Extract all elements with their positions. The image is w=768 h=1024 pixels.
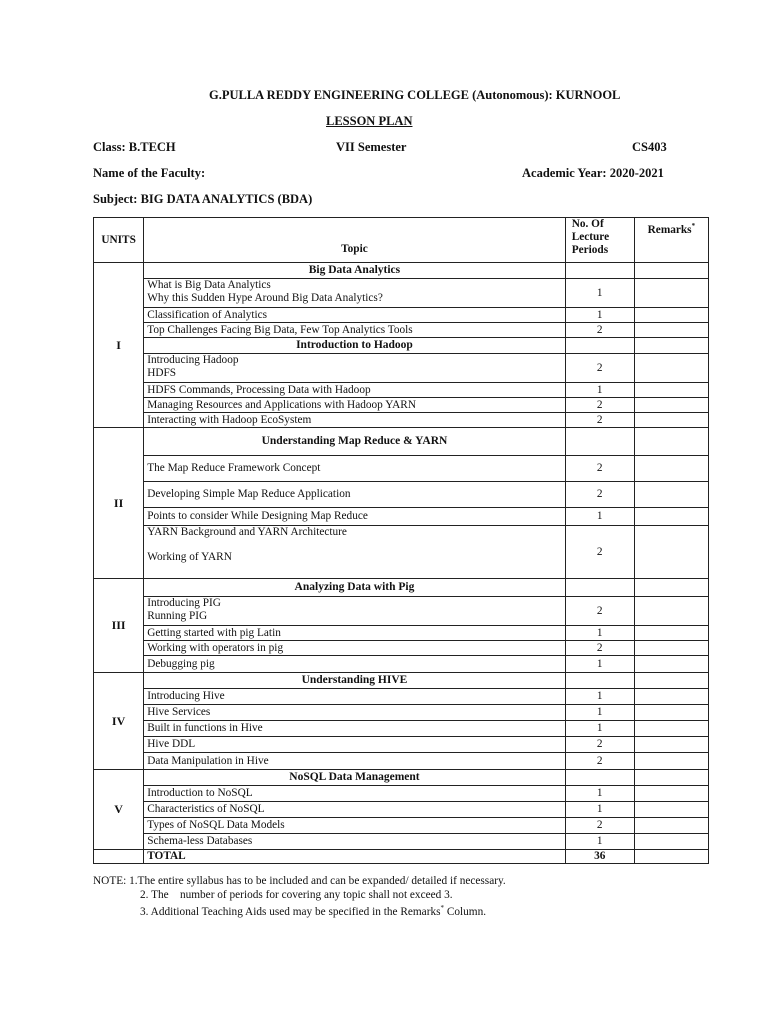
faculty-label: Name of the Faculty: [93,166,206,180]
remarks-cell [634,818,708,834]
section-row [94,263,709,279]
document-title: LESSON PLAN [326,114,413,128]
periods-cell: 1 [565,689,634,705]
topic-cell [144,482,566,508]
periods-cell: 1 [565,626,634,641]
remarks-cell [634,834,708,850]
topic-row [94,398,709,413]
periods-cell: 1 [565,279,634,308]
remarks-cell [634,263,708,279]
topic-cell [144,802,566,818]
topic-cell [144,383,566,398]
periods-cell: 2 [565,398,634,413]
unit-number: V [94,770,144,850]
topic-line: Introduction to NoSQL [147,787,253,799]
periods-cell: 1 [565,383,634,398]
topic-cell [144,354,566,383]
topic-cell [144,323,566,338]
remarks-cell [634,786,708,802]
note-3-text: 3. Additional Teaching Aids used may be specified in the Remarks [140,905,441,918]
remarks-cell [634,656,708,673]
periods-cell: 2 [565,818,634,834]
topic-cell [144,818,566,834]
topic-line: Managing Resources and Applications with Hadoop YARN [147,398,416,411]
periods-cell: 1 [565,802,634,818]
topic-cell [144,526,566,579]
header-remarks [634,218,708,263]
header-periods-line1: No. Of [571,218,604,230]
topic-cell [144,721,566,737]
topic-cell [144,753,566,770]
periods-cell: 2 [565,641,634,656]
unit-number: I [94,263,144,428]
remarks-cell [634,705,708,721]
topic-line: Introducing PIG [147,597,221,609]
total-value: 36 [565,850,634,864]
subject-label: Subject: BIG DATA ANALYTICS (BDA) [93,192,313,206]
topic-line: The Map Reduce Framework Concept [147,462,321,474]
total-unit-cell [94,850,144,864]
topic-cell [144,308,566,323]
section-row [94,338,709,354]
periods-cell: 1 [565,721,634,737]
note-1: NOTE: 1.The entire syllabus has to be included and can be expanded/ detailed if necessary. [93,875,506,887]
topic-row [94,689,709,705]
topic-line: Points to consider While Designing Map Reduce [147,510,368,522]
remarks-cell [634,354,708,383]
remarks-cell [634,689,708,705]
section-row [94,673,709,689]
topic-cell [144,737,566,753]
topic-row [94,626,709,641]
periods-cell: 1 [565,705,634,721]
periods-cell: 1 [565,308,634,323]
topic-row [94,597,709,626]
topic-row [94,308,709,323]
topic-row [94,482,709,508]
periods-cell: 2 [565,482,634,508]
remarks-cell [634,641,708,656]
topic-line: Built in functions in Hive [147,722,263,734]
remarks-cell [634,721,708,737]
note-3-tail: Column. [444,905,487,918]
topic-row [94,413,709,428]
periods-cell: 2 [565,737,634,753]
section-heading: Introduction to Hadoop [144,338,566,354]
remarks-cell [634,398,708,413]
topic-line: Working of YARN [147,551,232,563]
lesson-plan-body [94,263,709,850]
remarks-cell [634,323,708,338]
periods-cell: 2 [565,753,634,770]
topic-row [94,641,709,656]
academic-year: Academic Year: 2020-2021 [522,166,664,180]
topic-line: What is Big Data Analytics [147,279,271,291]
remarks-cell [634,770,708,786]
class-label: Class: B.TECH [93,140,176,154]
topic-cell [144,786,566,802]
header-periods-line3: Periods [571,244,609,256]
periods-cell [565,673,634,689]
topic-line: Hive DDL [147,738,196,750]
header-remarks-label: Remarks [647,223,692,236]
remarks-cell [634,737,708,753]
topic-line: Hive Services [147,706,211,718]
topic-line: YARN Background and YARN Architecture [147,526,347,538]
course-code: CS403 [632,140,667,154]
topic-cell [144,279,566,308]
remarks-cell [634,308,708,323]
periods-cell [565,579,634,597]
section-heading: NoSQL Data Management [144,770,566,786]
topic-line: Running PIG [147,610,208,622]
topic-cell [144,508,566,526]
topic-row [94,323,709,338]
topic-row [94,737,709,753]
college-name: G.PULLA REDDY ENGINEERING COLLEGE (Autonomous): KURNOOL [209,88,621,102]
periods-cell: 2 [565,323,634,338]
header-periods [565,218,634,263]
note-2: 2. The number of periods for covering any topic shall not exceed 3. [140,889,453,901]
topic-row [94,818,709,834]
topic-row [94,456,709,482]
topic-cell [144,413,566,428]
topic-line: Debugging pig [147,657,215,670]
remarks-cell [634,753,708,770]
note-3-mark: * [440,904,445,912]
remarks-cell [634,802,708,818]
lesson-plan-table [93,217,709,864]
periods-cell [565,263,634,279]
topic-line: Schema-less Databases [147,835,253,847]
topic-row [94,786,709,802]
periods-cell: 1 [565,508,634,526]
periods-cell: 1 [565,656,634,673]
remarks-cell [634,597,708,626]
remarks-cell [634,482,708,508]
section-row [94,770,709,786]
topic-line: Introducing Hadoop [147,354,239,366]
topic-row [94,705,709,721]
periods-cell [565,770,634,786]
total-label: TOTAL [144,850,566,864]
remarks-cell [634,383,708,398]
topic-line: Top Challenges Facing Big Data, Few Top Analytics Tools [147,323,413,336]
semester-label: VII Semester [336,140,407,154]
topic-row [94,721,709,737]
topic-line: Developing Simple Map Reduce Application [147,488,351,500]
topic-line: HDFS [147,367,177,379]
remarks-cell [634,673,708,689]
remarks-cell [634,413,708,428]
topic-line [147,539,562,551]
section-heading: Understanding HIVE [144,673,566,689]
topic-cell [144,456,566,482]
topic-row [94,354,709,383]
remarks-cell [634,526,708,579]
periods-cell [565,428,634,456]
unit-number: II [94,428,144,579]
header-remarks-mark: * [691,222,696,230]
remarks-cell [634,338,708,354]
topic-line: Interacting with Hadoop EcoSystem [147,413,312,426]
total-remarks-cell [634,850,708,864]
remarks-cell [634,279,708,308]
topic-row [94,383,709,398]
topic-line: Why this Sudden Hype Around Big Data Analytics? [147,292,383,304]
section-heading: Big Data Analytics [144,263,566,279]
topic-row [94,279,709,308]
topic-line: Introducing Hive [147,690,225,702]
section-heading: Analyzing Data with Pig [144,579,566,597]
topic-cell [144,689,566,705]
periods-cell: 1 [565,786,634,802]
topic-line: Getting started with pig Latin [147,626,281,639]
topic-cell [144,656,566,673]
periods-cell: 2 [565,413,634,428]
topic-line: Types of NoSQL Data Models [147,819,285,831]
topic-row [94,753,709,770]
periods-cell: 2 [565,354,634,383]
topic-cell [144,641,566,656]
periods-cell [565,338,634,354]
topic-cell [144,626,566,641]
periods-cell: 1 [565,834,634,850]
remarks-cell [634,626,708,641]
topic-row [94,508,709,526]
note-3 [140,904,486,918]
topic-row [94,834,709,850]
topic-line: Classification of Analytics [147,308,268,321]
topic-line: Characteristics of NoSQL [147,803,265,815]
periods-cell: 2 [565,597,634,626]
topic-cell [144,597,566,626]
topic-row [94,802,709,818]
unit-number: III [94,579,144,673]
topic-line: Data Manipulation in Hive [147,754,269,767]
remarks-cell [634,508,708,526]
topic-line: HDFS Commands, Processing Data with Hadoop [147,383,371,396]
section-heading: Understanding Map Reduce & YARN [144,428,566,456]
topic-row [94,656,709,673]
topic-row [94,526,709,579]
section-row [94,579,709,597]
section-row [94,428,709,456]
periods-cell: 2 [565,526,634,579]
unit-number: IV [94,673,144,770]
topic-line: Working with operators in pig [147,641,284,654]
topic-cell [144,834,566,850]
topic-cell [144,398,566,413]
header-periods-line2: Lecture [571,231,610,243]
remarks-cell [634,428,708,456]
periods-cell: 2 [565,456,634,482]
remarks-cell [634,456,708,482]
remarks-cell [634,579,708,597]
topic-cell [144,705,566,721]
header-topic: Topic [144,218,566,263]
header-units: UNITS [94,218,144,263]
